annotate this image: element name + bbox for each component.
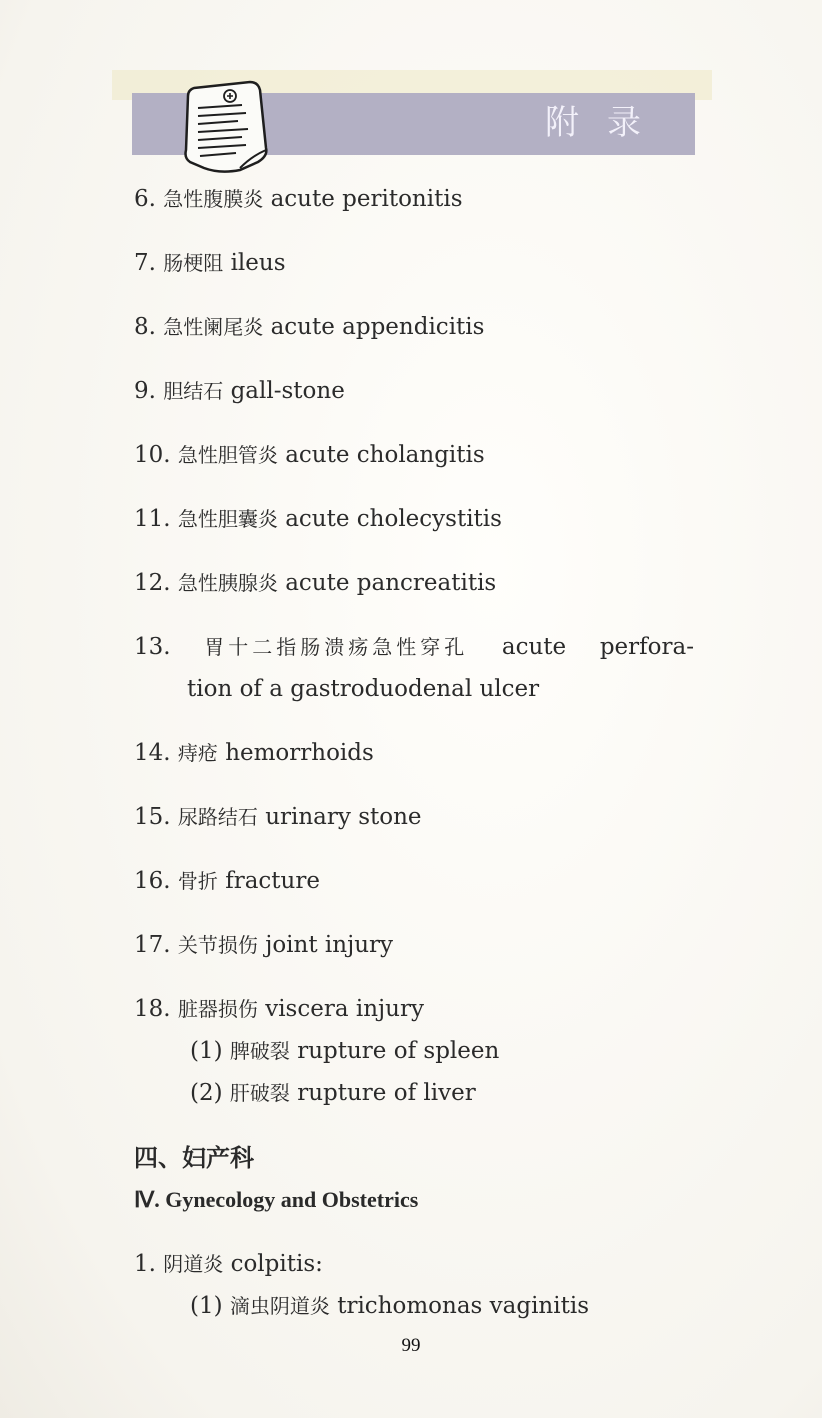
list-item [134,631,694,663]
item-english: hemorrhoids [225,740,374,766]
item-chinese: 痔疮 [177,741,218,765]
item-number: 17. [134,932,171,958]
sub-item-english: rupture of liver [297,1080,476,1106]
item-number: 12. [134,570,171,596]
sub-item-chinese: 肝破裂 [229,1081,290,1105]
item-english: urinary stone [265,804,422,830]
item-number: 14. [134,740,171,766]
item-chinese: 骨折 [177,869,218,893]
item-english: acute appendicitis [270,314,485,340]
list-item [134,865,320,897]
list-item [134,503,502,535]
list-item [134,439,485,471]
item-english-continuation: tion of a gastroduodenal ulcer [187,676,540,702]
item-chinese: 尿路结石 [177,805,258,829]
item-english: gall-stone [230,378,345,404]
item-english: viscera injury [265,996,424,1022]
sub-item [190,1077,476,1109]
item-english: acute cholangitis [285,442,485,468]
item-english: acute pancreatitis [285,570,497,596]
list-item [134,993,424,1025]
list-item [134,801,422,833]
item-english: acute peritonitis [270,186,463,212]
item-english-part: acute [501,634,567,660]
item-english: colpitis: [230,1251,323,1277]
item-chinese: 急性胆管炎 [177,443,278,467]
sub-item-english: trichomonas vaginitis [337,1293,590,1319]
section-heading-english: Ⅳ. Gynecology and Obstetrics [134,1187,419,1212]
item-chinese: 胃十二指肠溃疡急性穿孔 [204,635,469,659]
section-heading-chinese: 四、妇产科 [134,1144,254,1172]
item-number: 18. [134,996,171,1022]
header-title: 附录 [545,103,669,143]
item-english: fracture [225,868,320,894]
sub-item [190,1290,589,1322]
sub-item-number: (1) [190,1293,223,1319]
item-chinese: 急性腹膜炎 [163,187,264,211]
item-number: 7. [134,250,156,276]
list-item [134,737,374,769]
item-chinese: 肠梗阻 [163,251,224,275]
item-chinese: 急性胰腺炎 [177,571,278,595]
item-english: ileus [230,250,286,276]
list-item [134,375,345,407]
item-english: joint injury [265,932,394,958]
sub-item-number: (2) [190,1080,223,1106]
item-chinese: 急性阑尾炎 [163,315,264,339]
item-number: 16. [134,868,171,894]
sub-item [190,1035,499,1067]
item-chinese: 胆结石 [163,379,224,403]
item-number: 1. [134,1251,156,1277]
item-english-part: perfora- [599,634,694,660]
item-number: 6. [134,186,156,212]
item-chinese: 关节损伤 [177,933,258,957]
item-chinese: 急性胆囊炎 [177,507,278,531]
item-chinese: 阴道炎 [163,1252,224,1276]
list-item [134,183,463,215]
item-number: 10. [134,442,171,468]
sub-item-number: (1) [190,1038,223,1064]
item-english: acute cholecystitis [285,506,502,532]
item-number: 9. [134,378,156,404]
list-item [134,247,286,279]
item-number: 15. [134,804,171,830]
sub-item-chinese: 脾破裂 [229,1039,290,1063]
item-number: 11. [134,506,171,532]
list-item [134,929,393,961]
sub-item-english: rupture of spleen [297,1038,500,1064]
list-item [134,311,484,343]
list-item [134,1248,323,1280]
item-chinese: 脏器损伤 [177,997,258,1021]
item-number: 13. [134,634,171,660]
page-number: 99 [401,1335,421,1356]
medical-document-icon [180,78,272,174]
sub-item-chinese: 滴虫阴道炎 [229,1294,330,1318]
list-item [134,567,496,599]
item-number: 8. [134,314,156,340]
